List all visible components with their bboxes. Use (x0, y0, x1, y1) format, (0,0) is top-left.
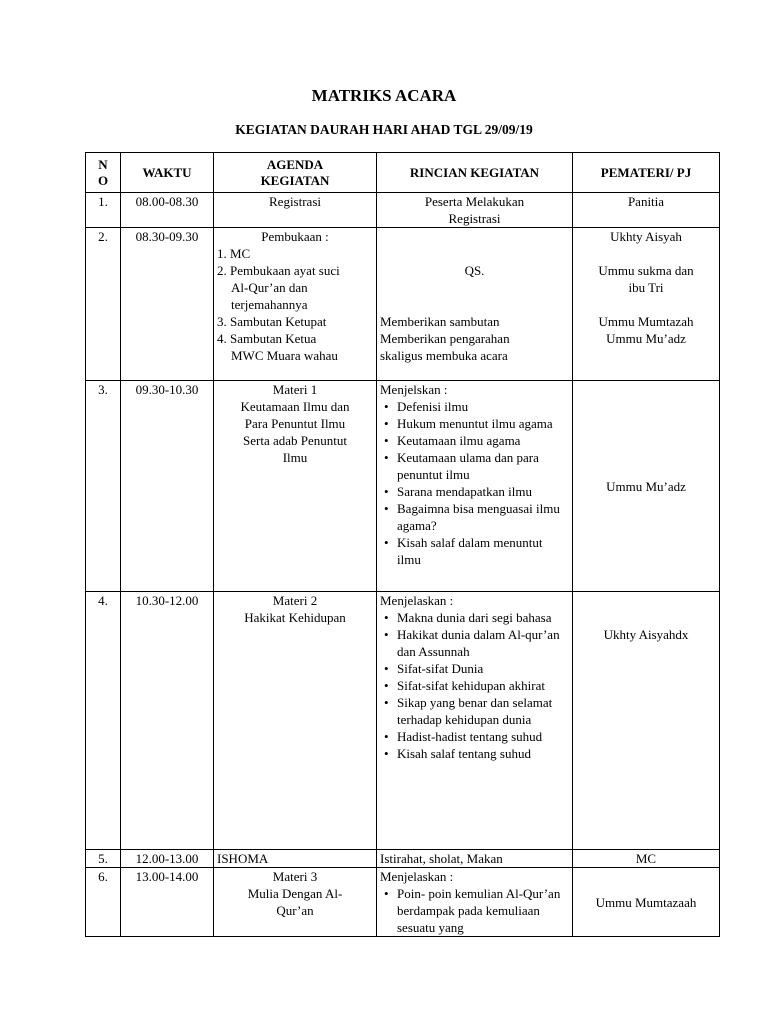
row-pemateri: MC (573, 850, 720, 868)
table-row (86, 868, 720, 937)
row-rincian: Istirahat, sholat, Makan (377, 850, 573, 868)
list-item: • Hadist-hadist tentang suhud (397, 728, 569, 745)
table-header-row (86, 153, 720, 193)
row-rincian (377, 228, 573, 381)
table-row (86, 592, 720, 850)
header-agenda: AGENDA KEGIATAN (214, 153, 377, 193)
agenda-line: Materi 3 (272, 869, 318, 884)
list-item: • Defenisi ilmu (397, 398, 569, 415)
row-waktu: 09.30-10.30 (121, 381, 214, 592)
row-pemateri (573, 592, 720, 850)
row-no: 1. (86, 193, 121, 228)
agenda-item: Al-Qur’an dan (231, 280, 308, 295)
row-waktu: 12.00-13.00 (121, 850, 214, 868)
agenda-line: Materi 2 (272, 593, 318, 608)
rincian-line: Memberikan pengarahan (380, 331, 510, 346)
agenda-item: 2. Pembukaan ayat suci (217, 263, 340, 278)
row-pemateri: Ummu Mumtazaah (573, 868, 720, 937)
row-waktu: 08.30-09.30 (121, 228, 214, 381)
rincian-line: skaligus membuka acara (380, 348, 508, 363)
row-pemateri (573, 228, 720, 381)
rincian-heading: Menjelskan : (380, 382, 448, 397)
list-item: • Kisah salaf dalam menuntut ilmu (397, 534, 569, 568)
table-row (86, 228, 720, 381)
list-item: • Sifat-sifat kehidupan akhirat (397, 677, 569, 694)
rincian-list (380, 609, 569, 762)
agenda-line: Keutamaan Ilmu dan (240, 399, 350, 414)
table-row (86, 193, 720, 228)
agenda-line: Mulia Dengan Al- (247, 886, 343, 901)
table-row (86, 850, 720, 868)
list-item: • Hakikat dunia dalam Al-qur’an dan Assunnah (397, 626, 569, 660)
row-rincian (377, 381, 573, 592)
list-item: • Makna dunia dari segi bahasa (397, 609, 569, 626)
rincian-heading: Menjelaskan : (380, 593, 454, 608)
row-rincian (377, 592, 573, 850)
list-item: • Keutamaan ulama dan para penuntut ilmu (397, 449, 569, 483)
pemateri-line: ibu Tri (628, 280, 664, 295)
row-no: 6. (86, 868, 121, 937)
row-waktu: 10.30-12.00 (121, 592, 214, 850)
row-pemateri: Ummu Mu’adz (573, 381, 720, 592)
agenda-item: terjemahannya (231, 297, 308, 312)
document-title: MATRIKS ACARA (311, 86, 457, 105)
row-agenda (214, 228, 377, 381)
rincian-line: Memberikan sambutan (380, 314, 500, 329)
header-rincian: RINCIAN KEGIATAN (377, 153, 573, 193)
list-item: • Keutamaan ilmu agama (397, 432, 569, 449)
pemateri-line: Ukhty Aisyah (610, 229, 682, 244)
agenda-line: Ilmu (282, 450, 308, 465)
rincian-list (380, 885, 569, 936)
row-rincian: Peserta Melakukan Registrasi (377, 193, 573, 228)
agenda-item: 1. MC (217, 246, 251, 261)
agenda-line: Materi 1 (272, 382, 318, 397)
row-agenda (214, 868, 377, 937)
agenda-table (85, 152, 720, 937)
row-agenda: Registrasi (214, 193, 377, 228)
row-pemateri: Panitia (573, 193, 720, 228)
row-no: 5. (86, 850, 121, 868)
header-no: N O (86, 153, 121, 193)
agenda-line: Hakikat Kehidupan (244, 610, 346, 625)
rincian-list (380, 398, 569, 568)
pemateri-line: Ummu sukma dan (598, 263, 694, 278)
row-no: 4. (86, 592, 121, 850)
row-agenda (214, 381, 377, 592)
rincian-line: QS. (464, 263, 485, 278)
pemateri-line: Ummu Mu’adz (606, 331, 686, 346)
agenda-line: Para Penuntut Ilmu (244, 416, 346, 431)
document-subtitle: KEGIATAN DAURAH HARI AHAD TGL 29/09/19 (235, 122, 533, 137)
pemateri-line: Ummu Mumtazah (598, 314, 694, 329)
list-item: • Sifat-sifat Dunia (397, 660, 569, 677)
list-item: • Kisah salaf tentang suhud (397, 745, 569, 762)
row-agenda: ISHOMA (214, 850, 377, 868)
list-item: • Sarana mendapatkan ilmu (397, 483, 569, 500)
row-no: 3. (86, 381, 121, 592)
row-waktu: 13.00-14.00 (121, 868, 214, 937)
agenda-heading: Pembukaan : (261, 229, 329, 244)
header-pemateri: PEMATERI/ PJ (573, 153, 720, 193)
agenda-item: 3. Sambutan Ketupat (217, 314, 327, 329)
header-waktu: WAKTU (121, 153, 214, 193)
list-item: • Sikap yang benar dan selamat terhadap kehidupan dunia (397, 694, 569, 728)
list-item: • Bagaimna bisa menguasai ilmu agama? (397, 500, 569, 534)
list-item: • Poin- poin kemulian Al-Qur’an berdampak pada kemuliaan sesuatu yang (397, 885, 569, 936)
row-no: 2. (86, 228, 121, 381)
pemateri-line: Ukhty Aisyahdx (603, 627, 689, 642)
agenda-item: 4. Sambutan Ketua (217, 331, 317, 346)
row-waktu: 08.00-08.30 (121, 193, 214, 228)
agenda-line: Serta adab Penuntut (243, 433, 347, 448)
row-agenda (214, 592, 377, 850)
table-row (86, 381, 720, 592)
row-rincian (377, 868, 573, 937)
list-item: • Hukum menuntut ilmu agama (397, 415, 569, 432)
agenda-item: MWC Muara wahau (231, 348, 338, 363)
rincian-heading: Menjelaskan : (380, 869, 454, 884)
agenda-line: Qur’an (276, 903, 314, 918)
